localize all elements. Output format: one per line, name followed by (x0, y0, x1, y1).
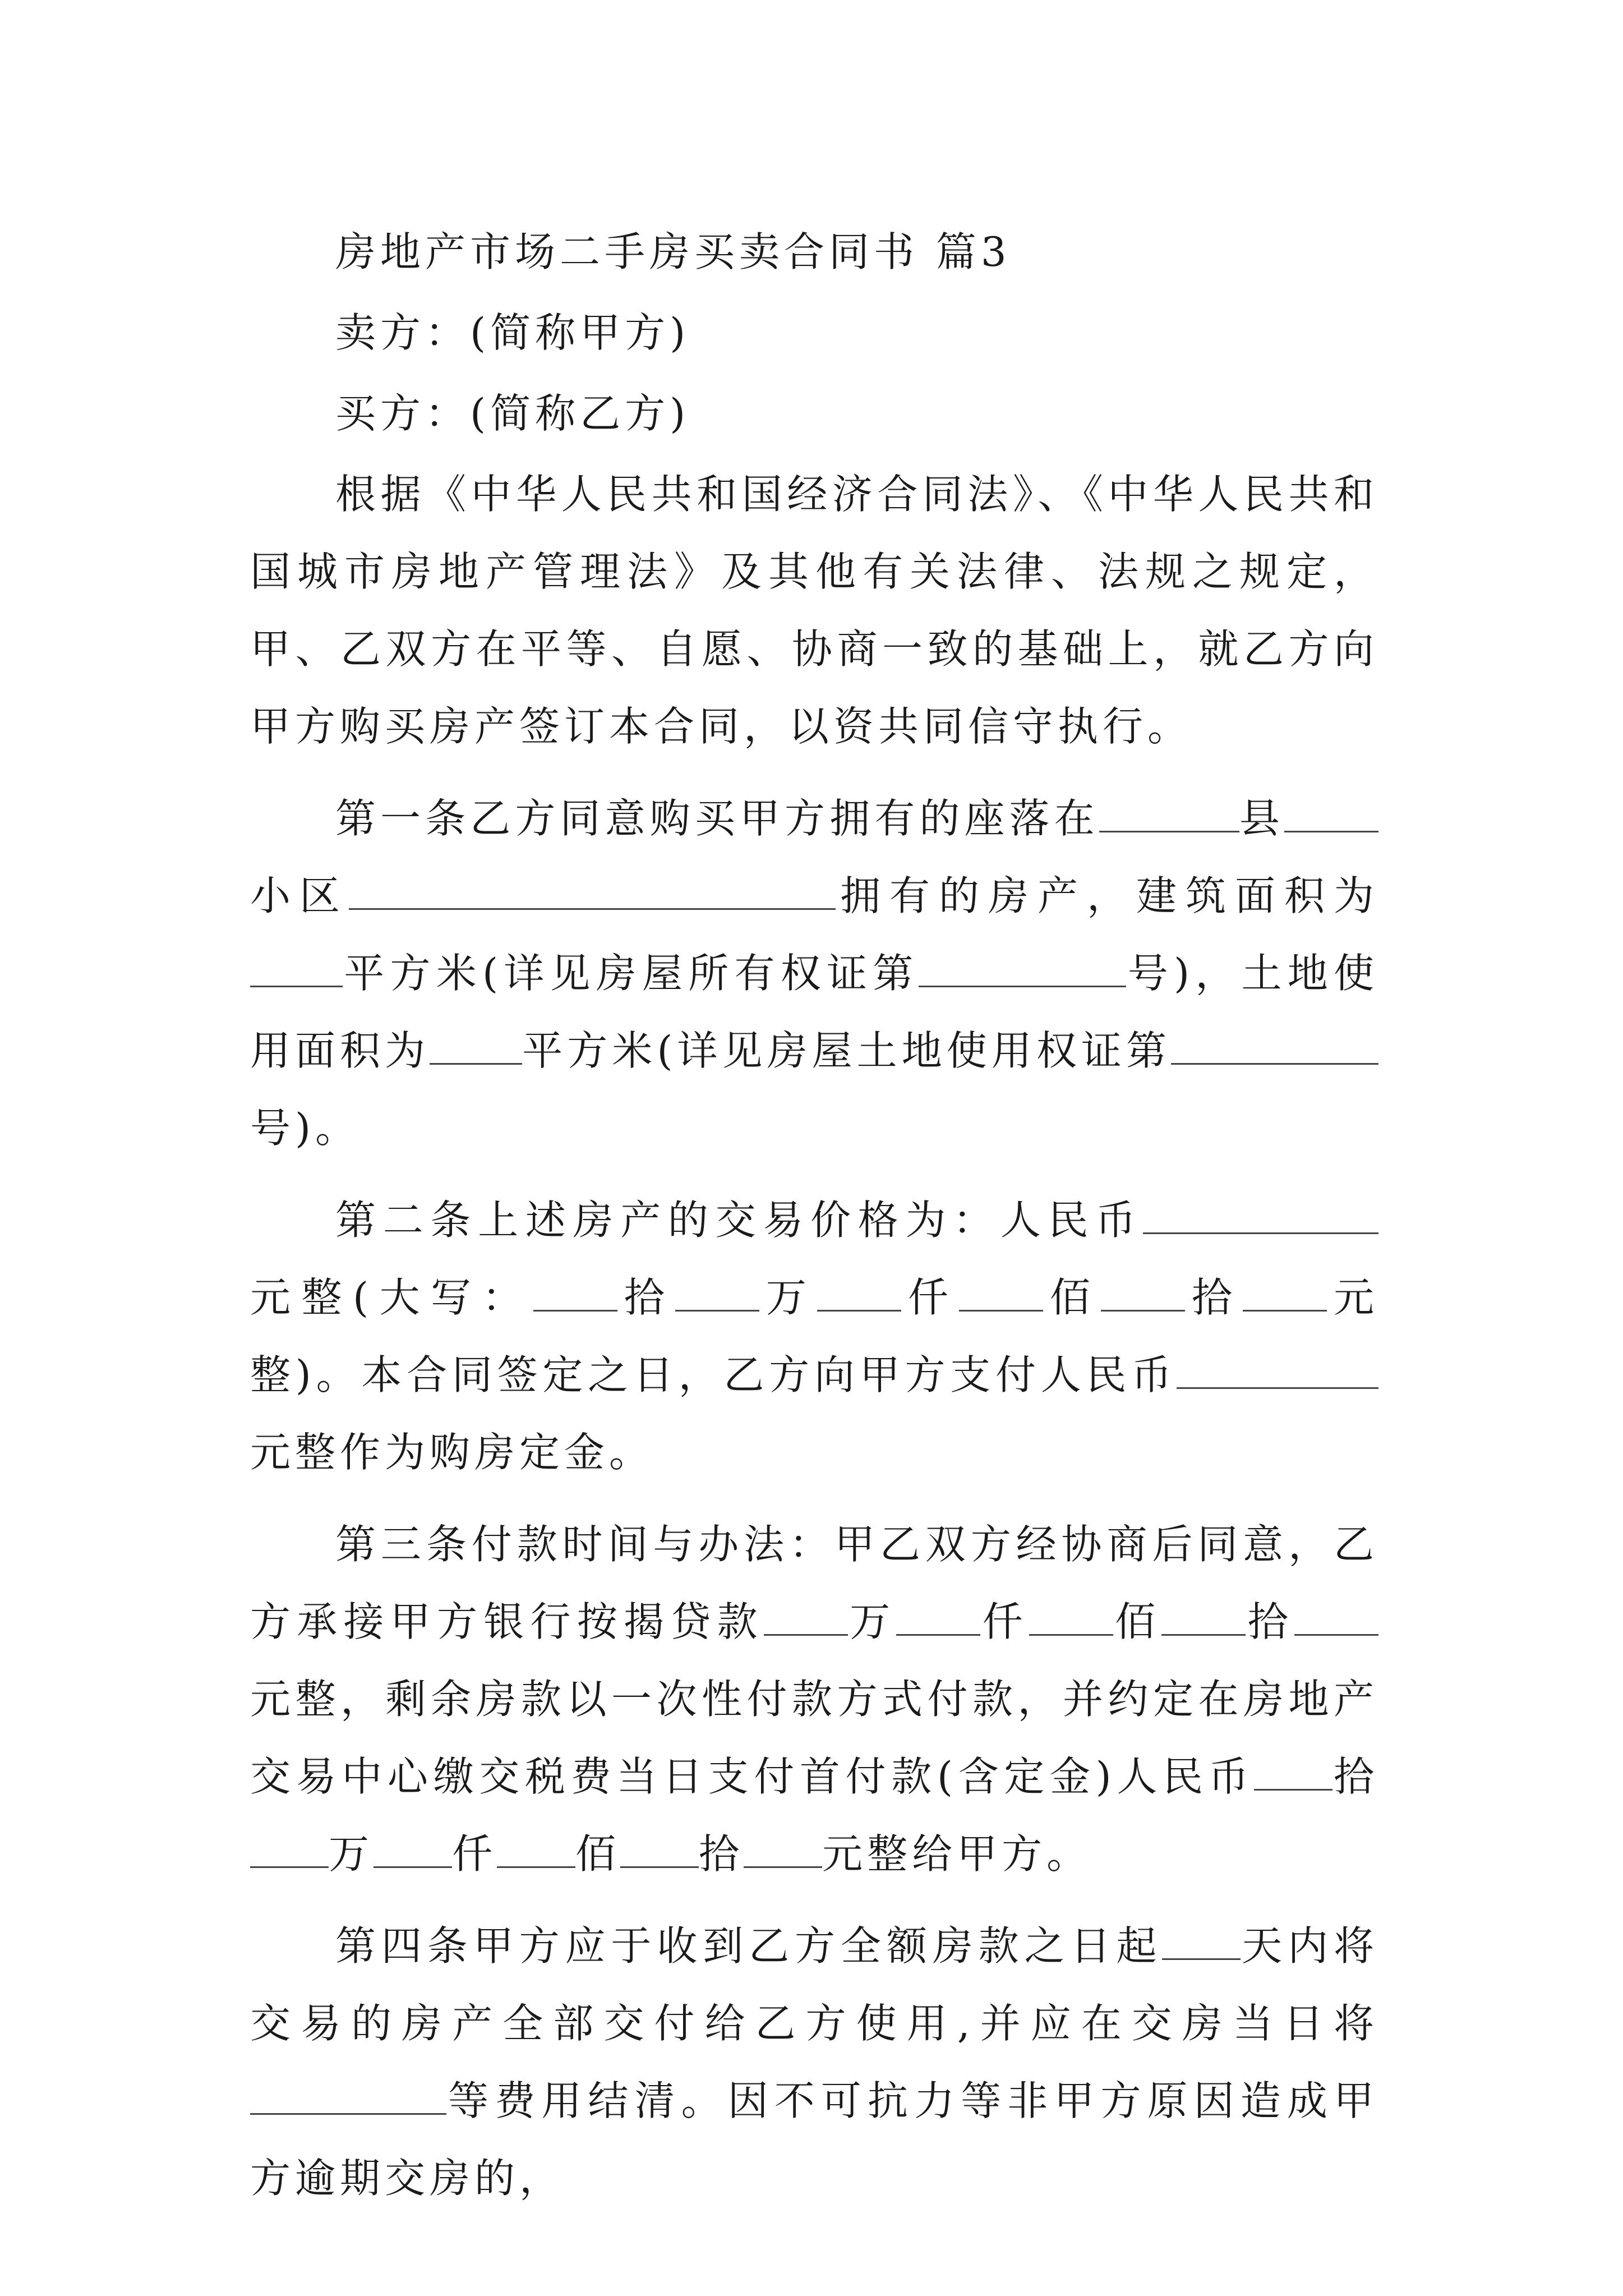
price-blank (1143, 1195, 1378, 1234)
article-1: 第一条乙方同意购买甲方拥有的座落在 县小区 拥有的房产，建筑面积为平方米(详见房屋所有权证第 号)，土地使用面积为 平方米(详见房屋土地使用权证第号)。 (250, 795, 1379, 1152)
community-blank (349, 871, 836, 910)
seller-line: 卖方：(简称甲方) (335, 309, 690, 356)
article-2: 第二条上述房产的交易价格为：人民币元整(大写： 拾 万 仟 佰 拾 元整)。本合同签定之日，乙方向甲方支付人民币元整作为购房定金。 (250, 1197, 1378, 1476)
county-blank (1099, 794, 1239, 832)
ownership-cert-no-blank (919, 949, 1126, 987)
article-3: 第三条付款时间与办法：甲乙双方经协商后同意，乙方承接甲方银行按揭贷款 万 仟 佰 拾元整，剩余房款以一次性付款方式付款，并约定在房地产交易中心缴交税费当日支付首付款(含定金)人民币 拾万 仟 佰 拾 元整给甲方。 (250, 1521, 1378, 1878)
building-area-blank (250, 949, 343, 987)
land-cert-no-blank (1171, 1026, 1378, 1065)
district-blank (1284, 794, 1378, 832)
contract-body (250, 213, 1378, 2217)
buyer-line: 买方：(简称乙方) (335, 390, 690, 437)
intro-paragraph: 根据《中华人民共和国经济合同法》、《中华人民共和国城市房地产管理法》及其他有关法律、法规之规定，甲、乙双方在平等、自愿、协商一致的基础上，就乙方向甲方购买房产签订本合同，以资共同信守执行。 (250, 471, 1378, 750)
article-4: 第四条甲方应于收到乙方全额房款之日起 天内将交易的房产全部交付给乙方使用,并应在交房当日将等费用结清。因不可抗力等非甲方原因造成甲方逾期交房的， (250, 1922, 1378, 2202)
days-blank (1162, 1921, 1241, 1960)
deposit-blank (1177, 1350, 1378, 1389)
fees-blank (250, 2076, 446, 2115)
land-area-blank (430, 1026, 522, 1065)
document-title: 房地产市场二手房买卖合同书 篇3 (335, 228, 1011, 275)
